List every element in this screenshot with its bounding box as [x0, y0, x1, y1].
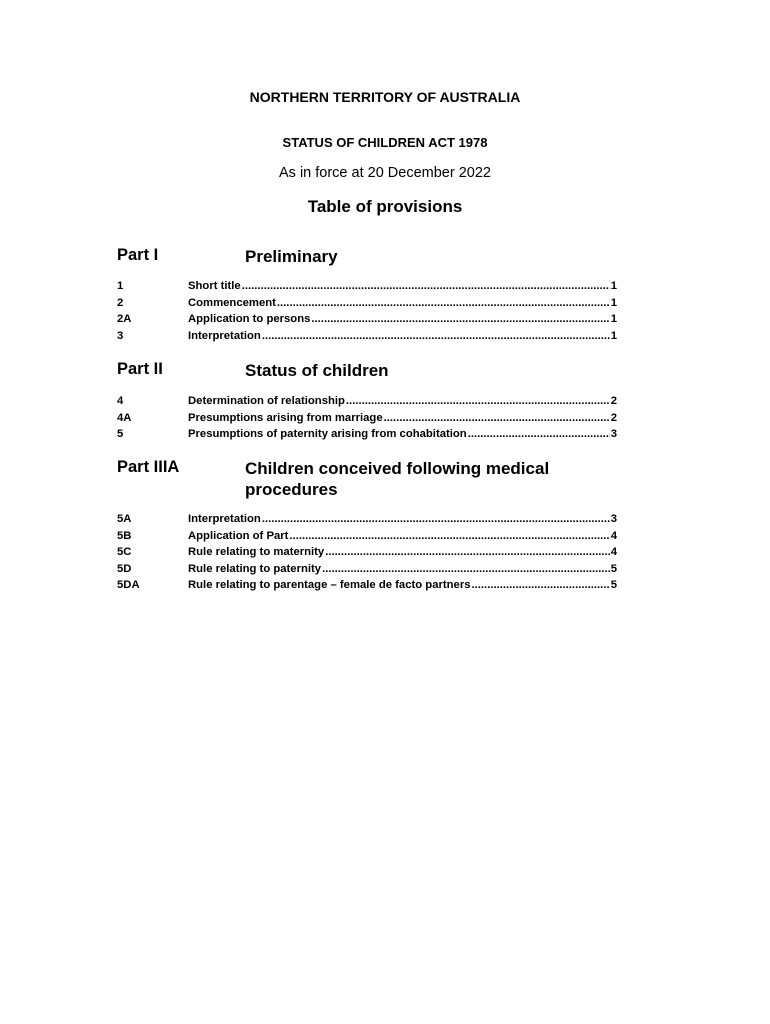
part-name: Children conceived following medical procedures: [245, 459, 550, 499]
dot-leader: [468, 428, 610, 440]
part-number: Part IIIA: [117, 458, 180, 476]
dot-leader: [242, 280, 610, 292]
in-force-date: As in force at 20 December 2022: [279, 165, 491, 181]
toc-entry[interactable]: [117, 513, 617, 530]
provision-list: [117, 280, 617, 346]
part-heading: [117, 246, 617, 268]
section-number: 5DA: [117, 579, 140, 592]
section-number: 5A: [117, 513, 132, 525]
section-number: 5C: [117, 546, 132, 559]
jurisdiction-heading: NORTHERN TERRITORY OF AUSTRALIA: [249, 89, 521, 105]
page-number: 4: [610, 546, 617, 559]
dot-leader: [262, 330, 610, 342]
toc-entry[interactable]: [117, 297, 617, 314]
dot-leader: [472, 579, 610, 591]
toc-entry[interactable]: [117, 330, 617, 347]
dot-leader: [325, 546, 609, 558]
dot-leader: [322, 563, 610, 575]
dot-leader: [346, 395, 610, 407]
section-title[interactable]: Determination of relationship: [188, 395, 345, 407]
section-number: 3: [117, 329, 124, 342]
page-number: 2: [610, 395, 617, 407]
provision-list: [117, 513, 617, 596]
section-title[interactable]: Rule relating to maternity: [188, 546, 325, 559]
toc-entry[interactable]: [117, 428, 617, 445]
part-section-3: [117, 458, 617, 592]
section-title[interactable]: Presumptions of paternity arising from cohabitation: [188, 428, 467, 441]
section-number: 5: [117, 428, 124, 441]
page-number: 1: [610, 313, 617, 326]
section-title[interactable]: Rule relating to parentage – female de facto partners: [188, 579, 471, 592]
toc-entry[interactable]: [117, 530, 617, 547]
part-name: Preliminary: [245, 247, 338, 266]
part-number: Part II: [117, 360, 163, 378]
section-title[interactable]: Application of Part: [188, 529, 289, 542]
section-title[interactable]: Interpretation: [188, 329, 261, 342]
dot-leader: [289, 530, 609, 542]
page-number: 1: [610, 280, 617, 292]
toc-entry[interactable]: [117, 395, 617, 412]
section-number: 2A: [117, 313, 132, 326]
section-number: 5B: [117, 529, 132, 542]
provision-list: [117, 395, 617, 445]
section-title[interactable]: Rule relating to paternity: [188, 562, 322, 575]
dot-leader: [384, 412, 610, 424]
page-number: 1: [610, 329, 617, 342]
dot-leader: [277, 297, 610, 309]
table-of-provisions-title: Table of provisions: [307, 197, 463, 216]
section-number: 5D: [117, 562, 132, 575]
part-heading: [117, 360, 617, 382]
toc-entry[interactable]: [117, 412, 617, 429]
part-heading: [117, 458, 617, 499]
section-number: 1: [117, 280, 124, 292]
section-title[interactable]: Interpretation: [188, 513, 261, 525]
part-section-1: [117, 246, 617, 342]
section-title[interactable]: Commencement: [188, 296, 276, 309]
page-number: 3: [610, 428, 617, 441]
part-number: Part I: [117, 246, 159, 264]
page-number: 5: [610, 562, 617, 575]
toc-entry[interactable]: [117, 280, 617, 297]
toc-entry[interactable]: [117, 563, 617, 580]
toc-entry[interactable]: [117, 313, 617, 330]
page-number: 1: [610, 296, 617, 309]
page-number: 3: [610, 513, 617, 525]
part-section-2: [117, 360, 617, 441]
page-number: 4: [610, 529, 617, 542]
act-title: STATUS OF CHILDREN ACT 1978: [282, 135, 488, 150]
page-number: 2: [610, 411, 617, 424]
dot-leader: [262, 513, 610, 525]
page-number: 5: [610, 579, 617, 592]
toc-entry[interactable]: [117, 579, 617, 596]
section-number: 2: [117, 296, 124, 309]
toc-entry[interactable]: [117, 546, 617, 563]
section-number: 4A: [117, 411, 132, 424]
section-number: 4: [117, 395, 124, 407]
section-title[interactable]: Presumptions arising from marriage: [188, 411, 383, 424]
part-name: Status of children: [245, 361, 389, 380]
dot-leader: [311, 313, 609, 325]
section-title[interactable]: Short title: [188, 280, 241, 292]
section-title[interactable]: Application to persons: [188, 313, 311, 326]
